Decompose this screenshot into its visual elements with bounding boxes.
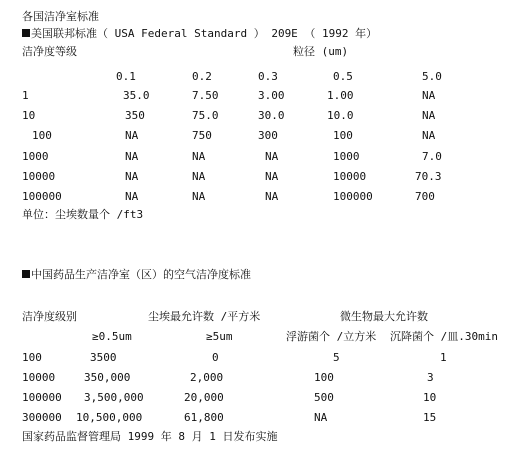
cn-row-cell: 2,000 <box>190 371 224 384</box>
cn-row-cell: 10,500,000 <box>76 411 143 424</box>
us-row-cell: 1000 <box>333 150 360 163</box>
cn-subheader-5um: ≥5um <box>206 330 233 343</box>
cn-row-cell: 61,800 <box>184 411 224 424</box>
us-row-cell: 100000 <box>333 190 373 203</box>
us-row-cell: 100 <box>333 129 353 142</box>
us-standard-title <box>22 27 377 41</box>
cn-row-cell: 1 <box>440 351 447 364</box>
us-row-cell: NA <box>192 150 206 163</box>
us-row-cell: 700 <box>415 190 435 203</box>
us-size-col-4: 0.5 <box>333 70 353 83</box>
cn-row-cell: 5 <box>333 351 340 364</box>
us-standard-title-text: 美国联邦标准（ USA Federal Standard ） 209E （ 1992 年） <box>31 27 378 40</box>
us-row-grade: 10 <box>22 109 36 122</box>
cn-row-grade: 100000 <box>22 391 62 404</box>
us-row-cell: NA <box>125 190 139 203</box>
us-row-cell: 10.0 <box>327 109 354 122</box>
us-size-col-2: 0.2 <box>192 70 212 83</box>
cn-row-cell: 20,000 <box>184 391 224 404</box>
us-row-cell: 350 <box>125 109 145 122</box>
us-row-cell: NA <box>192 190 206 203</box>
cn-row-cell: 3 <box>427 371 434 384</box>
cn-footer-note: 国家药品监督管理局 1999 年 8 月 1 日发布实施 <box>22 430 278 443</box>
cn-row-grade: 100 <box>22 351 42 364</box>
us-row-cell: 35.0 <box>123 89 150 102</box>
us-row-cell: NA <box>125 150 139 163</box>
us-row-cell: NA <box>125 129 139 142</box>
cn-row-cell: 100 <box>314 371 334 384</box>
us-row-grade: 10000 <box>22 170 56 183</box>
us-row-cell: NA <box>422 129 436 142</box>
cn-subheader-settling: 沉降菌个 /皿.30min <box>390 330 498 343</box>
us-size-header: 粒径 (um) <box>293 45 349 58</box>
us-size-col-1: 0.1 <box>116 70 136 83</box>
us-row-grade: 1 <box>22 89 29 102</box>
page-heading: 各国洁净室标准 <box>22 10 99 23</box>
us-row-cell: 750 <box>192 129 212 142</box>
cn-row-cell: 350,000 <box>84 371 131 384</box>
us-unit-note: 单位：尘埃数量个 /ft3 <box>22 208 144 221</box>
cn-row-cell: 15 <box>423 411 437 424</box>
cn-row-cell: 3500 <box>90 351 117 364</box>
us-row-grade: 100000 <box>22 190 62 203</box>
us-row-cell: 7.50 <box>192 89 219 102</box>
us-row-cell: 300 <box>258 129 278 142</box>
us-row-cell: 7.0 <box>422 150 442 163</box>
cn-subheader-floating: 浮游菌个 /立方米 <box>286 330 377 343</box>
us-row-cell: 1.00 <box>327 89 354 102</box>
cn-row-grade: 300000 <box>22 411 62 424</box>
us-row-cell: NA <box>422 89 436 102</box>
us-row-cell: 30.0 <box>258 109 285 122</box>
us-row-cell: NA <box>265 150 279 163</box>
cn-row-cell: NA <box>314 411 328 424</box>
cn-standard-title <box>22 268 251 282</box>
cn-subheader-05um: ≥0.5um <box>92 330 132 343</box>
cn-row-cell: 0 <box>212 351 219 364</box>
us-row-cell: 10000 <box>333 170 367 183</box>
us-row-grade: 100 <box>32 129 52 142</box>
cn-header-micro: 微生物最大允许数 <box>340 310 428 323</box>
us-row-cell: NA <box>265 190 279 203</box>
us-size-col-5: 5.0 <box>422 70 442 83</box>
us-size-col-3: 0.3 <box>258 70 278 83</box>
us-row-cell: NA <box>422 109 436 122</box>
cn-row-cell: 3,500,000 <box>84 391 144 404</box>
cn-header-grade: 洁净度级别 <box>22 310 77 323</box>
us-row-cell: NA <box>192 170 206 183</box>
cn-row-cell: 10 <box>423 391 437 404</box>
cn-header-dust: 尘埃最允许数 /平方米 <box>148 310 261 323</box>
us-row-cell: 70.3 <box>415 170 442 183</box>
us-row-cell: 3.00 <box>258 89 285 102</box>
us-row-cell: 75.0 <box>192 109 219 122</box>
us-grade-header: 洁净度等级 <box>22 45 77 58</box>
cn-standard-title-text: 中国药品生产洁净室（区）的空气洁净度标准 <box>31 268 251 281</box>
us-row-grade: 1000 <box>22 150 49 163</box>
cn-row-cell: 500 <box>314 391 334 404</box>
us-row-cell: NA <box>265 170 279 183</box>
square-bullet-icon <box>22 270 30 278</box>
cn-row-grade: 10000 <box>22 371 56 384</box>
us-row-cell: NA <box>125 170 139 183</box>
square-bullet-icon <box>22 29 30 37</box>
